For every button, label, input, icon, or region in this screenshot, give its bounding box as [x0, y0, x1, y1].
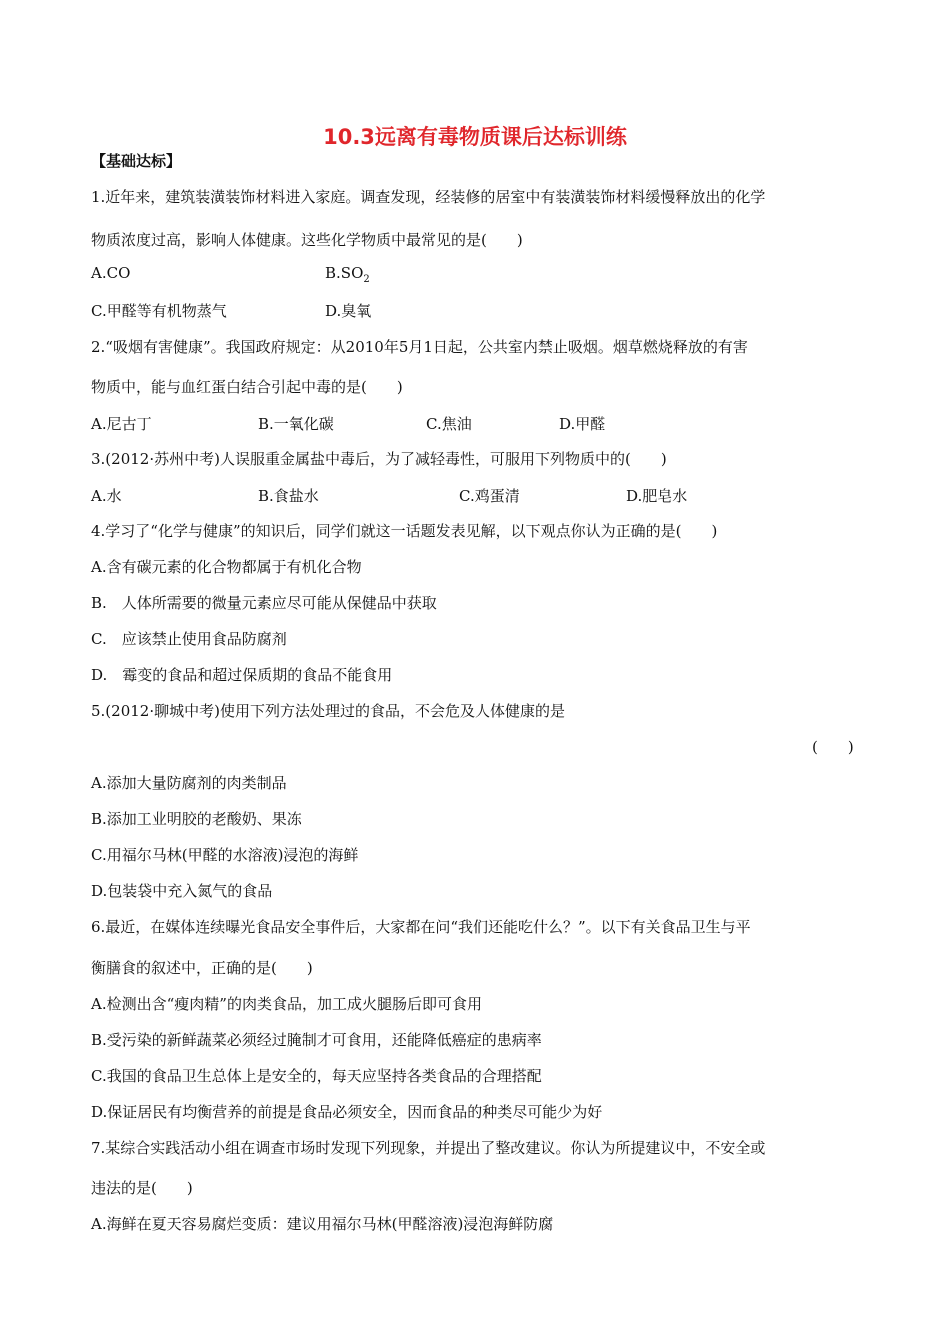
- question-2-option-c: C.焦油: [426, 415, 472, 433]
- question-6-text-line-1: 6.最近，在媒体连续曝光食品安全事件后，大家都在问“我们还能吃什么？”。以下有关食品卫生与平: [91, 918, 751, 936]
- question-5-option-d: D.包装袋中充入氮气的食品: [91, 882, 273, 900]
- question-1-option-c: C.甲醛等有机物蒸气: [91, 302, 227, 320]
- question-3-option-d: D.肥皂水: [626, 487, 688, 505]
- question-4-option-d: D. 霉变的食品和超过保质期的食品不能食用: [91, 666, 393, 684]
- question-3-text-line-1: 3.(2012·苏州中考)人误服重金属盐中毒后，为了减轻毒性，可服用下列物质中的( ): [91, 450, 667, 468]
- question-5-answer-blank: ( ): [812, 738, 854, 756]
- question-4-text-line-1: 4.学习了“化学与健康”的知识后，同学们就这一话题发表见解，以下观点你认为正确的是( ): [91, 522, 718, 540]
- option-b-text: B.SO: [325, 264, 364, 282]
- question-1-option-b: [325, 264, 370, 285]
- question-1-text-line-2: 物质浓度过高，影响人体健康。这些化学物质中最常见的是( ): [91, 231, 523, 249]
- question-2-text-line-2: 物质中，能与血红蛋白结合引起中毒的是( ): [91, 378, 403, 396]
- page-title: 10.3远离有毒物质课后达标训练: [323, 125, 627, 149]
- question-6-option-c: C.我国的食品卫生总体上是安全的，每天应坚持各类食品的合理搭配: [91, 1067, 542, 1085]
- question-2-option-d: D.甲醛: [559, 415, 606, 433]
- question-5-option-c: C.用福尔马林(甲醛的水溶液)浸泡的海鲜: [91, 846, 359, 864]
- section-heading: 【基础达标】: [91, 152, 182, 170]
- question-7-option-a: A.海鲜在夏天容易腐烂变质：建议用福尔马林(甲醛溶液)浸泡海鲜防腐: [91, 1215, 554, 1233]
- question-1-option-a: A.CO: [91, 264, 131, 282]
- question-1-option-d: D.臭氧: [325, 302, 372, 320]
- question-6-option-d: D.保证居民有均衡营养的前提是食品必须安全，因而食品的种类尽可能少为好: [91, 1103, 603, 1121]
- question-2-option-a: A.尼古丁: [91, 415, 152, 433]
- subscript: 2: [363, 274, 370, 285]
- question-3-option-c: C.鸡蛋清: [459, 487, 520, 505]
- question-7-text-line-1: 7.某综合实践活动小组在调查市场时发现下列现象，并提出了整改建议。你认为所提建议中，不安全或: [91, 1139, 766, 1157]
- question-6-option-a: A.检测出含“瘦肉精”的肉类食品，加工成火腿肠后即可食用: [91, 995, 482, 1013]
- question-6-text-line-2: 衡膳食的叙述中，正确的是( ): [91, 959, 313, 977]
- question-2-option-b: B.一氧化碳: [258, 415, 334, 433]
- question-3-option-a: A.水: [91, 487, 122, 505]
- question-4-option-b: B. 人体所需要的微量元素应尽可能从保健品中获取: [91, 594, 437, 612]
- question-2-text-line-1: 2.“吸烟有害健康”。我国政府规定：从2010年5月1日起，公共室内禁止吸烟。烟草燃烧释放的有害: [91, 338, 748, 356]
- question-5-text-line-1: 5.(2012·聊城中考)使用下列方法处理过的食品，不会危及人体健康的是: [91, 702, 565, 720]
- question-4-option-a: A.含有碳元素的化合物都属于有机化合物: [91, 558, 362, 576]
- question-5-option-b: B.添加工业明胶的老酸奶、果冻: [91, 810, 302, 828]
- question-4-option-c: C. 应该禁止使用食品防腐剂: [91, 630, 287, 648]
- question-5-option-a: A.添加大量防腐剂的肉类制品: [91, 774, 287, 792]
- question-3-option-b: B.食盐水: [258, 487, 319, 505]
- question-6-option-b: B.受污染的新鲜蔬菜必须经过腌制才可食用，还能降低癌症的患病率: [91, 1031, 542, 1049]
- question-7-text-line-2: 违法的是( ): [91, 1179, 193, 1197]
- question-1-text-line-1: 1.近年来，建筑装潢装饰材料进入家庭。调查发现，经装修的居室中有装潢装饰材料缓慢释放出的化学: [91, 188, 766, 206]
